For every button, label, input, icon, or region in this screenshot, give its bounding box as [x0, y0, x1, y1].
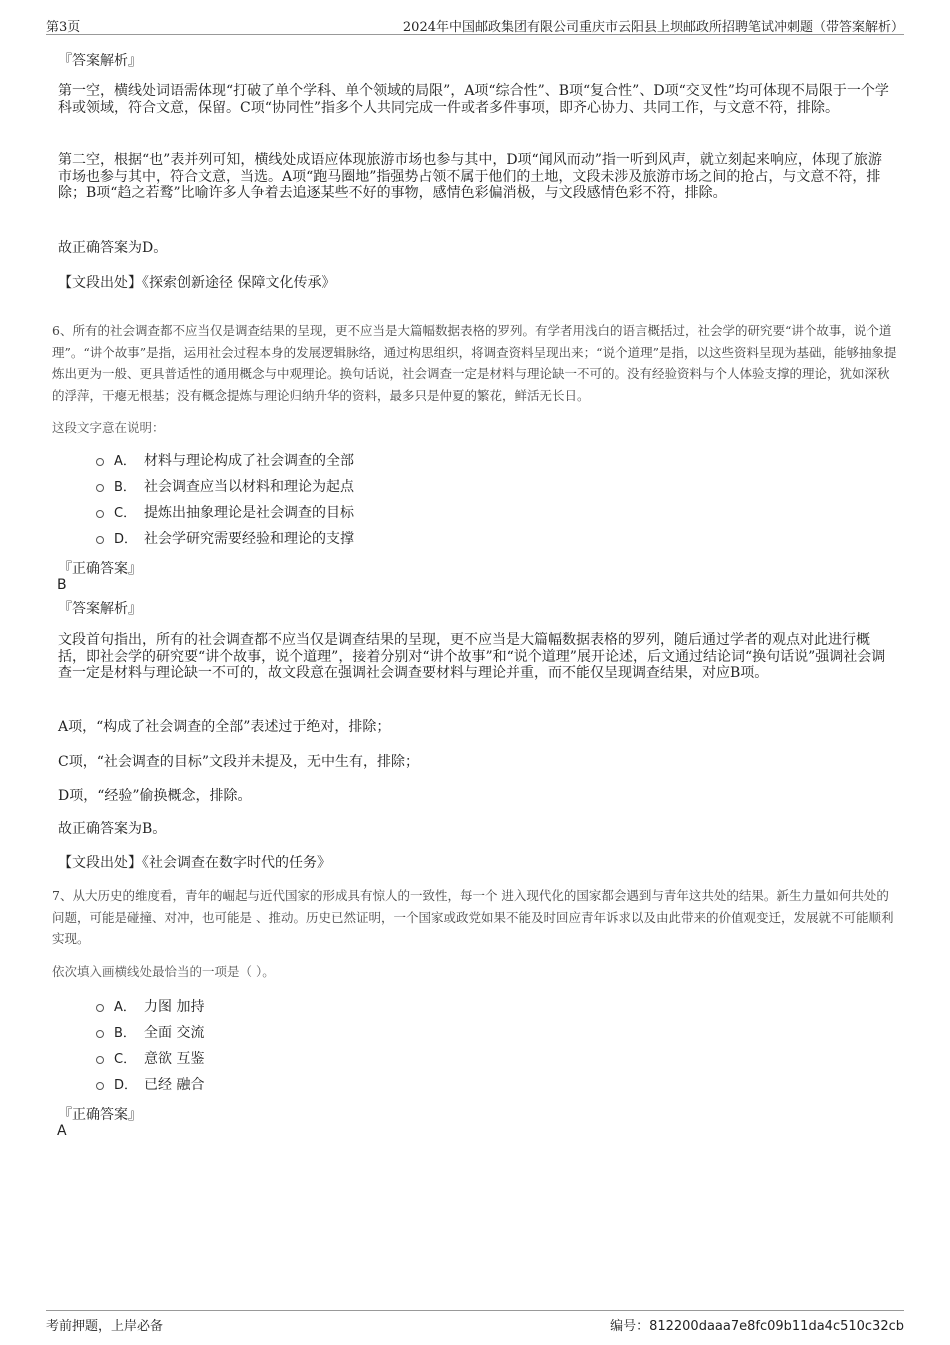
- radio-icon[interactable]: [96, 510, 104, 518]
- q6-answer-label: 『正确答案』: [58, 561, 142, 577]
- footer-code: [610, 1315, 904, 1334]
- q7-answer: A: [57, 1123, 67, 1139]
- q7-option-d[interactable]: D． 已经 融合: [96, 1075, 204, 1095]
- q6-option-c[interactable]: C． 提炼出抽象理论是社会调查的目标: [96, 503, 354, 523]
- q6-a-note: A项，“构成了社会调查的全部”表述过于绝对，排除；: [58, 719, 391, 735]
- q7-prompt: 依次填入画横线处最恰当的一项是（ ）。: [52, 964, 275, 979]
- radio-icon[interactable]: [96, 536, 104, 544]
- page-footer: [46, 1310, 904, 1335]
- footer-code-value: 812200daaa7e8fc09b11da4c510c32cb: [649, 1319, 904, 1334]
- q6-option-b[interactable]: B． 社会调查应当以材料和理论为起点: [96, 477, 354, 497]
- page-header: [46, 14, 904, 35]
- q6-option-d[interactable]: D． 社会学研究需要经验和理论的支撑: [96, 529, 354, 549]
- q6-c-note: C项，“社会调查的目标”文段并未提及，无中生有，排除；: [58, 754, 420, 770]
- q7-option-c[interactable]: C． 意欲 互鉴: [96, 1049, 204, 1069]
- footer-slogan: 考前押题，上岸必备: [46, 1319, 164, 1334]
- q6-source: 【文段出处】《社会调查在数字时代的任务》: [58, 855, 331, 871]
- footer-code-label: 编号：: [610, 1319, 650, 1334]
- q6-option-a[interactable]: A． 材料与理论构成了社会调查的全部: [96, 451, 354, 471]
- q6-analysis-label: 『答案解析』: [58, 601, 142, 617]
- q6-answer: B: [57, 577, 67, 593]
- q5-analysis-para-1: 第一空，横线处词语需体现“打破了单个学科、单个领域的局限”，A项“综合性”、B项“复合性”、D项“交叉性”均可体现不局限于一个学科或领域，符合文意，保留。C项“协同性”指多个人共同完成一件或者多件事项，即齐心协力、共同工作，与文意不符，排除。: [58, 83, 889, 116]
- q6-prompt: 这段文字意在说明：: [52, 420, 165, 435]
- q7-stem: 7、从大历史的维度看，青年的崛起与近代国家的形成具有惊人的一致性，每一个 进入现代化的国家都会遇到与青年这共处的结果。新生力量如何共处的问题，可能是碰撞、对冲，也可能是 、推动。历史已然证明，一个国家或政党如果不能及时回应青年诉求以及由此带来的价值观变迁，发展就不可能顺利实现。: [52, 888, 894, 946]
- q5-analysis-para-2: 第二空，根据“也”表并列可知，横线处成语应体现旅游市场也参与其中，D项“闻风而动”指一听到风声，就立刻起来响应，体现了旅游市场也参与其中，符合文意，当选。A项“跑马圈地”指强势占领不属于他们的土地，文段未涉及旅游市场之间的抢占，与文意不符，排除；B项“趋之若鹜”比喻许多人争着去追逐某些不好的事物，感情色彩偏消极，与文段感情色彩不符，排除。: [58, 152, 882, 201]
- q6-d-note: D项，“经验”偷换概念，排除。: [58, 788, 252, 804]
- q7-answer-label: 『正确答案』: [58, 1107, 142, 1123]
- radio-icon[interactable]: [96, 1030, 104, 1038]
- q7-option-a[interactable]: A． 力图 加持: [96, 997, 204, 1017]
- q5-source: 【文段出处】《探索创新途径 保障文化传承》: [58, 275, 336, 291]
- document-title: 2024年中国邮政集团有限公司重庆市云阳县上坝邮政所招聘笔试冲刺题（带答案解析）: [402, 20, 904, 35]
- radio-icon[interactable]: [96, 1082, 104, 1090]
- radio-icon[interactable]: [96, 1056, 104, 1064]
- q7-option-b[interactable]: B． 全面 交流: [96, 1023, 204, 1043]
- q5-conclusion: 故正确答案为D。: [58, 240, 168, 256]
- q6-stem: 6、所有的社会调查都不应当仅是调查结果的呈现，更不应当是大篇幅数据表格的罗列。有学者用浅白的语言概括过，社会学的研究要“讲个故事，说个道理”。“讲个故事”是指，运用社会过程本身的发展逻辑脉络，通过构思组织，将调查资料呈现出来；“说个道理”是指，以这些资料呈现为基础，能够抽象提炼出更为一般、更具普适性的通用概念与中观理论。换句话说，社会调查一定是材料与理论缺一不可的。没有经验资料与个人体验支撑的理论，犹如深秋的浮萍，干瘪无根基；没有概念提炼与理论归纳升华的资料，最多只是仲夏的繁花，鲜活无长日。: [52, 323, 897, 403]
- radio-icon[interactable]: [96, 458, 104, 466]
- page-number: 第3页: [46, 20, 81, 35]
- radio-icon[interactable]: [96, 1004, 104, 1012]
- q5-analysis-label: 『答案解析』: [58, 53, 142, 69]
- q6-analysis: 文段首句指出，所有的社会调查都不应当仅是调查结果的呈现，更不应当是大篇幅数据表格的罗列，随后通过学者的观点对此进行概括，即社会学的研究要“讲个故事，说个道理”，接着分别对“讲个故事”和“说个道理”展开论述，后文通过结论词“换句话说”强调社会调查一定是材料与理论缺一不可的，故文段意在强调社会调查要材料与理论并重，而不能仅呈现调查结果，对应B项。: [58, 632, 886, 681]
- radio-icon[interactable]: [96, 484, 104, 492]
- q6-conclusion: 故正确答案为B。: [58, 821, 167, 837]
